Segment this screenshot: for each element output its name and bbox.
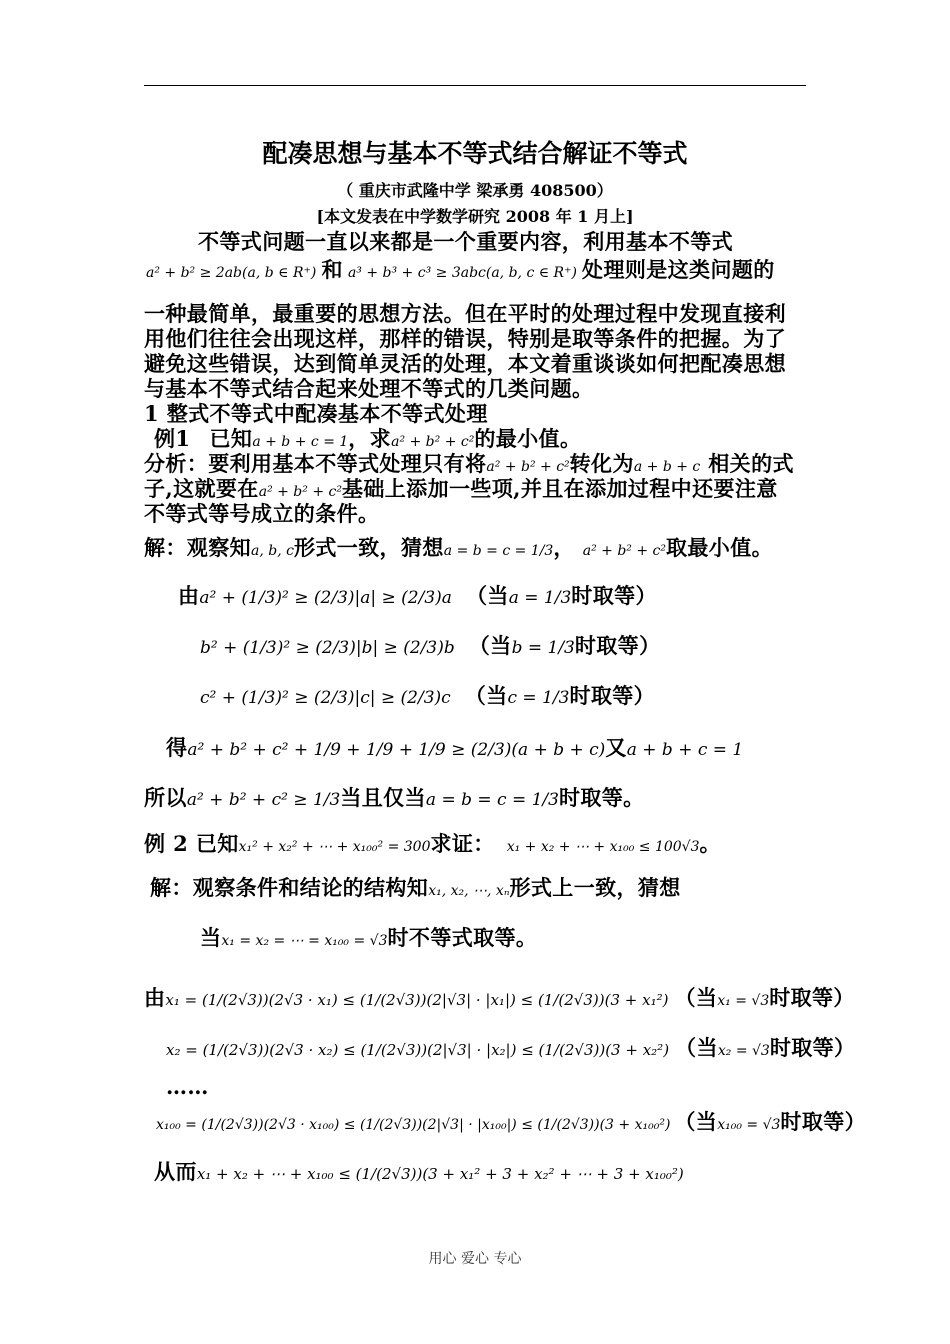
example-2-label: 例 2 已知	[144, 831, 239, 856]
conclude-text: 当且仅当	[340, 785, 426, 810]
publication-line: [本文发表在中学数学研究 2008 年 1 月上]	[316, 207, 634, 226]
when-label: （当	[468, 633, 512, 658]
ineq-a-line	[178, 580, 657, 610]
x1-inequality: x₁ = (1/(2√3))(2√3 · x₁) ≤ (1/(2√3))(2|√3| · |x₁|) ≤ (1/(2√3))(3 + x₁²)	[165, 991, 669, 1009]
example-1-condition: a + b + c = 1	[252, 434, 349, 450]
ineq-c: c² + (1/3)² ≥ (2/3)|c| ≥ (2/3)c	[200, 688, 451, 708]
solution-text: 形式一致，猜想	[293, 535, 444, 560]
when-label: （当	[674, 1109, 718, 1134]
intro-line-4: 用他们往往会出现这样，那样的错误，特别是取等条件的把握。为了	[144, 326, 786, 351]
x1-line	[144, 982, 855, 1012]
ineq-a-cond: a = 1/3	[508, 588, 572, 608]
when-label: （当	[465, 583, 509, 608]
x2-inequality: x₂ = (1/(2√3))(2√3 · x₂) ≤ (1/(2√3))(2|√3| · |x₂|) ≤ (1/(2√3))(3 + x₂²)	[166, 1041, 670, 1059]
ineq-c-line	[200, 680, 655, 710]
intro-line-1: 不等式问题一直以来都是一个重要内容，利用基本不等式	[198, 229, 733, 254]
author-line: （ 重庆市武隆中学 梁承勇 408500）	[337, 181, 613, 200]
solution-vars: a, b, c	[251, 543, 294, 559]
thus-line	[154, 1156, 684, 1186]
intro-line-5: 避免这些错误，达到简单灵活的处理，本文着重谈谈如何把配凑思想	[144, 351, 786, 376]
from-label: 由	[144, 985, 166, 1010]
example-2-guess: x₁ = x₂ = ⋯ = x₁₀₀ = √3	[221, 933, 388, 949]
ineq-a: a² + (1/3)² ≥ (2/3)|a| ≥ (2/3)a	[199, 588, 452, 608]
example-2-statement	[144, 828, 721, 858]
formula-am-gm-3: a³ + b³ + c³ ≥ 3abc(a, b, c ∈ R⁺)	[347, 265, 577, 281]
example-1-target: a² + b² + c²	[391, 434, 475, 450]
solution-text: 形式上一致，猜想	[509, 875, 681, 900]
example-1-label: 例1	[154, 426, 191, 451]
x2-cond: x₂ = √3	[717, 1043, 770, 1059]
analysis-text: 转化为	[569, 451, 634, 476]
analysis-text: 相关的式	[708, 451, 794, 476]
analysis-sum: a + b + c	[633, 459, 701, 475]
when-label: （当	[674, 985, 718, 1010]
x2-line	[166, 1032, 855, 1062]
analysis-target: a² + b² + c²	[486, 459, 570, 475]
conclude-condition: a = b = c = 1/3	[425, 790, 559, 810]
x1-cond: x₁ = √3	[717, 993, 770, 1009]
analysis-text: 子,这就要在	[144, 476, 259, 501]
solution-text: 取最小值。	[666, 535, 773, 560]
ineq-b-line	[200, 630, 660, 660]
x100-line	[156, 1106, 866, 1136]
x100-cond: x₁₀₀ = √3	[717, 1117, 781, 1133]
intro-line-6: 与基本不等式结合起来处理不等式的几类问题。	[144, 376, 594, 401]
solution-text: 解：观察知	[144, 535, 251, 560]
solution-guess: a = b = c = 1/3	[443, 543, 554, 559]
when-tail: 时不等式取等。	[387, 925, 538, 950]
solution-target: a² + b² + c²	[582, 543, 666, 559]
conclude-inequality: a² + b² + c² ≥ 1/3	[186, 790, 341, 810]
page-title: 配凑思想与基本不等式结合解证不等式	[262, 139, 688, 168]
thus-inequality: x₁ + x₂ + ⋯ + x₁₀₀ ≤ (1/(2√3))(3 + x₁² + 3 + x₂² + ⋯ + 3 + x₁₀₀²)	[196, 1165, 684, 1183]
when-tail: 时取等）	[769, 985, 855, 1010]
analysis-text: 分析：要利用基本不等式处理只有将	[144, 451, 487, 476]
solution-vars: x₁, x₂, ⋯, xₙ	[428, 883, 510, 899]
example-2-guess-line	[200, 922, 537, 952]
intro-and: 和	[321, 257, 343, 282]
example-2-solution-line	[150, 872, 681, 902]
also-equation: a + b + c = 1	[626, 740, 744, 760]
solution-text: ，	[553, 535, 575, 560]
example-2-prove: 求证：	[430, 831, 495, 856]
when-tail: 时取等）	[571, 583, 657, 608]
conclude-text: 所以	[144, 785, 187, 810]
example-2-period: 。	[699, 831, 721, 856]
intro-line-3: 一种最简单，最重要的思想方法。但在平时的处理过程中发现直接利	[144, 301, 786, 326]
example-1-ask-tail: 的最小值。	[474, 426, 582, 451]
ineq-b: b² + (1/3)² ≥ (2/3)|b| ≥ (2/3)b	[200, 638, 455, 658]
when-tail: 时取等）	[574, 633, 661, 658]
when-label: 当	[200, 925, 222, 950]
header-rule	[144, 85, 806, 86]
when-label: （当	[675, 1035, 718, 1060]
solution-line	[144, 532, 773, 562]
page-footer: 用心 爱心 专心	[428, 1251, 522, 1267]
analysis-target: a² + b² + c²	[258, 484, 342, 500]
conclusion-line	[144, 782, 645, 812]
when-tail: 时取等）	[569, 683, 656, 708]
conclude-text: 时取等。	[558, 785, 645, 810]
analysis-text: 基础上添加一些项,并且在添加过程中还要注意	[341, 476, 778, 501]
intro-line-2-tail: 处理则是这类问题的	[582, 257, 775, 282]
example-1-known: 已知	[209, 426, 253, 451]
ineq-c-cond: c = 1/3	[507, 688, 570, 708]
example-1-ask: ，求	[348, 426, 392, 451]
also-label: 又	[605, 735, 627, 760]
formula-am-gm-2: a² + b² ≥ 2ab(a, b ∈ R⁺)	[146, 265, 317, 281]
ellipsis: ……	[166, 1074, 209, 1099]
solution-text: 解：观察条件和结论的结构知	[150, 875, 429, 900]
ineq-b-cond: b = 1/3	[511, 638, 575, 658]
when-tail: 时取等）	[769, 1035, 856, 1060]
example-2-target: x₁ + x₂ + ⋯ + x₁₀₀ ≤ 100√3	[506, 839, 700, 855]
sum-inequality: a² + b² + c² + 1/9 + 1/9 + 1/9 ≥ (2/3)(a + b + c)	[187, 740, 606, 760]
intro-line-2	[146, 254, 775, 284]
x100-inequality: x₁₀₀ = (1/(2√3))(2√3 · x₁₀₀) ≤ (1/(2√3))(2|√3| · |x₁₀₀|) ≤ (1/(2√3))(3 + x₁₀₀²)	[156, 1117, 671, 1133]
from-label: 由	[178, 583, 200, 608]
when-tail: 时取等）	[780, 1109, 867, 1134]
section-1-heading: 1 整式不等式中配凑基本不等式处理	[144, 401, 488, 426]
when-label: （当	[464, 683, 508, 708]
sum-line	[166, 732, 743, 762]
analysis-line-3: 不等式等号成立的条件。	[144, 501, 380, 526]
get-label: 得	[166, 735, 188, 760]
thus-label: 从而	[154, 1159, 197, 1184]
example-2-condition: x₁² + x₂² + ⋯ + x₁₀₀² = 300	[238, 839, 431, 855]
